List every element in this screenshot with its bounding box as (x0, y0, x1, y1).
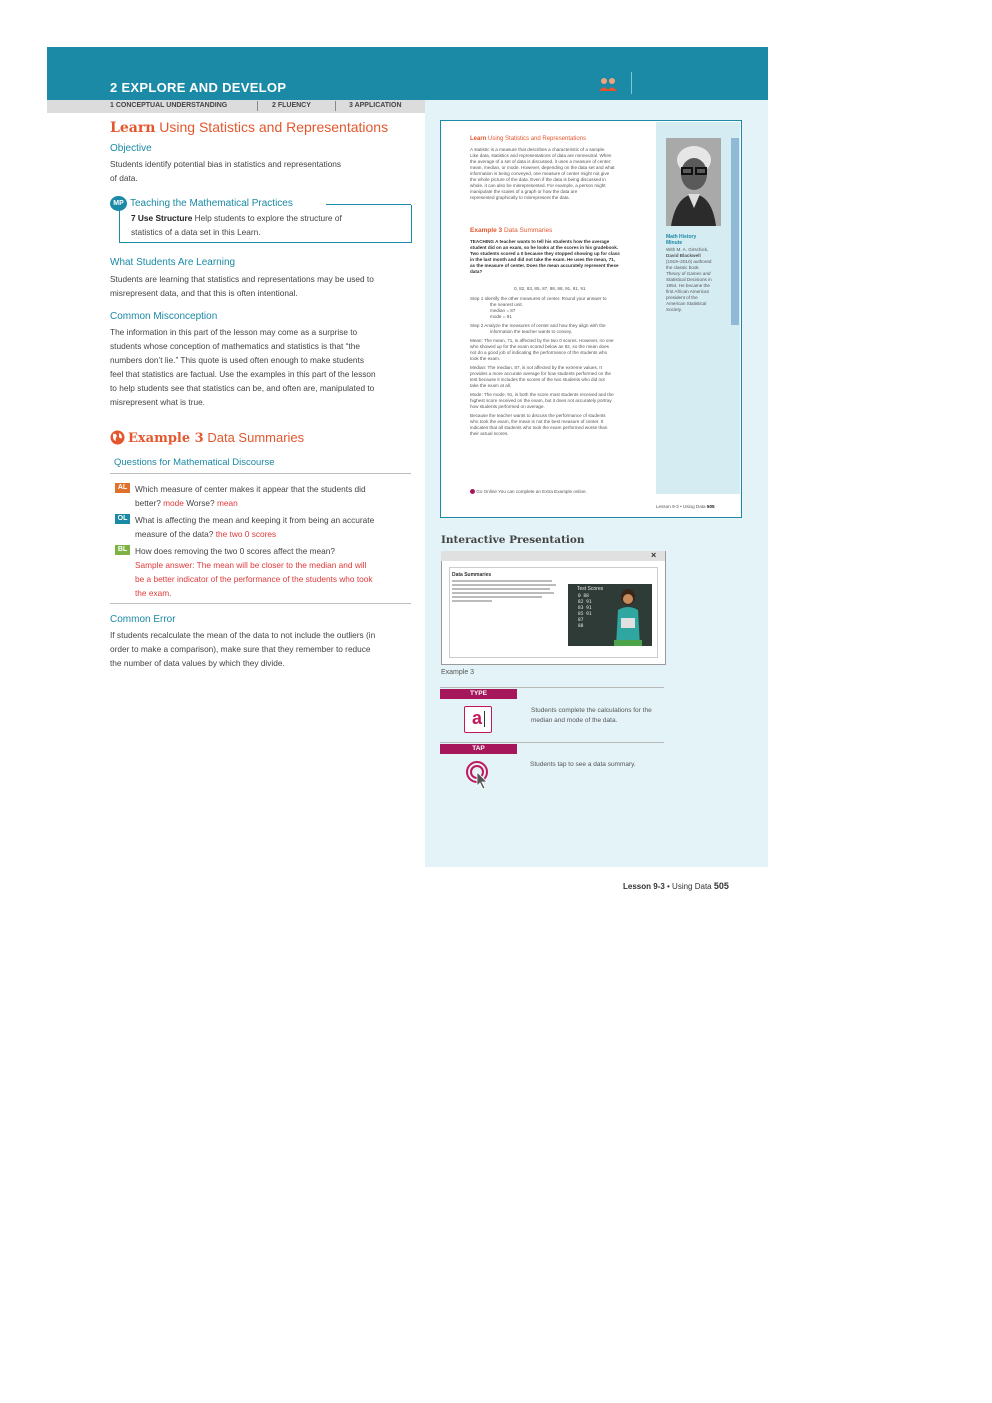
section-header (47, 47, 768, 100)
thumb-steps: Step 1 Identify the other measures of center. Round your answer to the nearest unit. median = 87 mode = 91 Step 2 Analyze the measures of center and how they align with the information the teacher wants to convey. Mean: The mean, 71, is affected by the two 0 scores. However, no one who showed up for the exam scored below an 82, so the mean does not do a good job of indicating the performance of the students who took the exam. Median: The median, 87, is not affected by the extreme values. It provides a more accurate average for how students performed on the test because it includes the scores of the two students who did not take the exam at all. Mode: The mode, 91, is both the score most students received and the highest score received on the exam, but it does not accurately portray how students performed on average. Because the teacher wants to discuss the performance of students who took the exam, the mean is not the best measure of center. It indicates that all students who took the exam performed worse than their actual scores. (470, 296, 614, 436)
thumb-footer: Lesson 9-3 • Using Data 505 (656, 504, 715, 509)
slide-text-lines (452, 580, 562, 602)
slide-title: Data Summaries (452, 572, 492, 578)
thumbnail-scrollbar[interactable] (731, 138, 739, 325)
learning-text: Students are learning that statistics and representations may be used to misrepresent data, and that this is often intentional. (110, 274, 374, 298)
tag-bl: BL (115, 545, 130, 555)
common-error-text: If students recalculate the mean of the data to not include the outliers (in order to make a comparison), make sure that they remember to reduce the number of data values by which they divide. (110, 630, 376, 668)
learn-heading: Learn Using Statistics and Representations (110, 119, 389, 136)
thumb-learn-heading: Learn Using Statistics and Representations (470, 136, 587, 142)
tap-icon (466, 761, 492, 789)
thumb-data-set: 0, 82, 83, 85, 87, 88, 88, 91, 91, 91 (514, 286, 586, 291)
teacher-figure (608, 588, 648, 646)
common-error-heading: Common Error (110, 614, 176, 625)
thumb-intro: A statistic is a measure that describes a characteristic of a sample. Like data, statistics and representations of data are nonneutral. When the average of a set of data is discussed, it uses a measure of center: mean, median, or mode. However, depending on the data set and what information is being conveyed, one measure of center might not give the whole picture of the data. Even if the data is being discussed in whole, it can also be misrepresented. For example, a person might manipulate the scales of a graph or how the data are represented graphically to misrepresent the data. (470, 147, 615, 200)
close-icon[interactable]: × (651, 550, 657, 560)
mp-heading: Teaching the Mathematical Practices (130, 198, 293, 209)
objective-heading: Objective (110, 143, 152, 154)
thumb-go-online: Go Online You can complete an Extra Example online. (470, 489, 587, 495)
type-icon: a (464, 706, 492, 733)
group-icon (599, 76, 617, 92)
tab-fluency[interactable]: 2 FLUENCY (272, 102, 311, 109)
discourse-question-ol: What is affecting the mean and keeping it from being an accurate measure of the data? the two 0 scores (135, 515, 375, 539)
chalkboard-illustration: Test Scores 0 88 82 91 83 91 85 91 87 88 (568, 584, 652, 646)
tab-application[interactable]: 3 APPLICATION (349, 102, 402, 109)
misconception-heading: Common Misconception (110, 311, 218, 322)
mp-badge-icon: MP (110, 196, 127, 211)
type-label: TYPE (440, 689, 517, 699)
misconception-text: The information in this part of the lesson may come as a surprise to students whose conception of mathematics and statistics is that “the numbers don’t lie.” This quote is used often enough to make students feel that statistics are factual. Use the examples in this part of the lesson to help students see that statistics can be, and often are, manipulated to misrepresent what is true. (110, 327, 376, 407)
discourse-question-al: Which measure of center makes it appear that the students did better? mode Worse? mean (135, 484, 366, 508)
interactive-heading: Interactive Presentation (441, 534, 585, 546)
example-heading: Example 3 Data Summaries (128, 430, 305, 446)
discourse-heading: Questions for Mathematical Discourse (114, 457, 275, 468)
board-scores: 0 88 82 91 83 91 85 91 87 88 (578, 594, 592, 629)
discourse-question-bl: How does removing the two 0 scores affect the mean? Sample answer: The mean will be closer to the median and will be a better indicator of the performance of the students who took the exam. (135, 546, 373, 598)
go-online-icon (470, 489, 475, 494)
phase-tabs (47, 100, 425, 113)
page-footer: Lesson 9-3 • Using Data 505 (623, 881, 729, 891)
tap-label: TAP (440, 744, 517, 754)
header-divider (631, 72, 632, 94)
thumb-prompt: TEACHING A teacher wants to tell his students how the average student did on an exam, so he looks at the scores in his gradebook. Two students scored a 0 because they stopped showing up for class in the last month and did not take the exam. He uses the mean, 71, as the measure of center. Does the mean accurately represent these data? (470, 239, 620, 274)
sidebar-heading: Math History Minute (666, 234, 697, 246)
type-description: Students complete the calculations for the median and mode of the data. (531, 707, 652, 724)
tag-ol: OL (115, 514, 130, 524)
presentation-caption: Example 3 (441, 669, 475, 676)
objective-text: Students identify potential bias in statistics and representations of data. (110, 159, 342, 183)
tap-description: Students tap to see a data summary. (530, 761, 636, 768)
mp-text: 7 Use Structure Help students to explore the structure of statistics of a data set in this Learn. (131, 213, 342, 237)
portrait-image (666, 138, 721, 226)
learning-heading: What Students Are Learning (110, 257, 236, 268)
presentation-titlebar (441, 551, 665, 561)
tag-al: AL (115, 483, 130, 493)
globe-icon (110, 430, 125, 445)
thumb-example-heading: Example 3 Data Summaries (470, 227, 553, 234)
sidebar-text: With M. A. Girschick, David Blackwell (1919–2010) authored the classic book Theory of Games and Statistical Decisions in 1954. He became the first African American president of the American Statistical Society. (666, 247, 712, 312)
tab-conceptual[interactable]: 1 CONCEPTUAL UNDERSTANDING (110, 102, 228, 109)
section-title: 2 EXPLORE AND DEVELOP (110, 80, 287, 95)
